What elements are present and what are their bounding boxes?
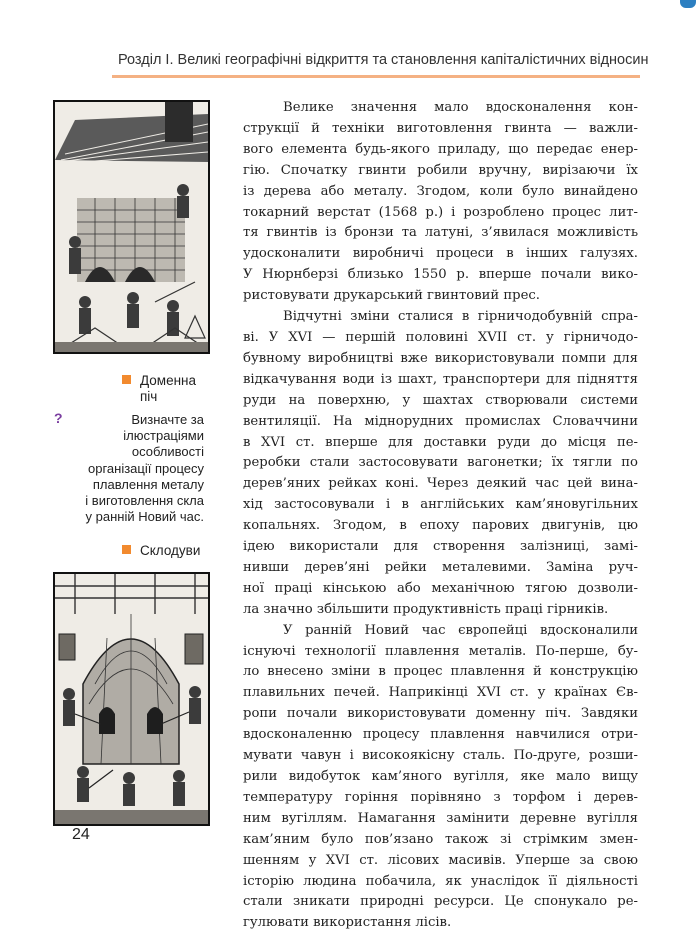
furnace-caption [122,373,204,405]
paragraph-line: ві. У XVI — першій половині XVII ст. у гірничодо- [243,329,638,345]
task-question [66,412,204,525]
paragraph-line: ної праці кінською або механічною тягою дозволи- [243,580,638,596]
paragraph-line: токарний верстат (1568 р.) і розроблено процес лит- [243,204,638,220]
paragraph-line: шенням у XVI ст. лісових масивів. Уперше за свою [243,852,638,868]
paragraph-line: із дерева або металу. Згодом, коли було винайдено [243,183,638,199]
bullet-square-icon [122,545,131,554]
chapter-header: Розділ І. Великі географічні відкриття та становлення капіталістичних відносин [118,52,649,68]
paragraph-line: гію. Спочатку гвинти робили вручну, вирізаючи їх [243,162,638,178]
paragraph-line: ла значно збільшити продуктивність праці гірників. [243,601,609,617]
task-line: особливості [131,444,204,460]
paragraph-line: відкачування води із шахт, транспортери для підняття [243,371,638,387]
paragraph-line: руди на поверхню, у шахтах створювали системи [243,392,638,408]
paragraph-line: бувному виробництві вже використовували помпи для [243,350,638,366]
furnace-engraving [53,100,210,354]
glassworks-caption-text: Склодуви [140,543,201,558]
paragraph-line: вого елемента будь-якого приладу, що передає енер- [243,141,638,157]
paragraph-line: дерев’яних рейках коні. Через деякий час цей вина- [243,476,638,492]
paragraph-line: У Нюрнберзі близько 1550 р. вперше почали вико- [243,267,638,283]
paragraph-line: ристовувати друкарський гвинтовий прес. [243,288,541,304]
task-line: Визначте за [131,412,204,427]
publisher-badge [680,0,696,8]
paragraph-line: Відчутні зміни сталися в гірничодобувній спра- [283,309,638,325]
paragraph-line: плавильних печей. Наприкінці XVI ст. у країнах Єв- [243,685,638,701]
paragraph-line: ним вугіллям. Намагання замінити деревне вугілля [243,810,638,826]
main-text [243,98,638,934]
paragraph-line: ло внесено зміни в процес плавлення й конструкцію [243,664,638,680]
paragraph-line: ідею використали для створення залізниці, замі- [243,539,638,555]
paragraph-line: хід застосовували і в англійських кам’яновугільних [243,497,638,513]
paragraph-line: мувати чавун і високоякісну сталь. По-друге, розши- [243,748,638,764]
paragraph-line: вдосконаленню процесу плавлення навчилися отри- [243,727,638,743]
paragraph-line: ропи почали використовувати доменну піч. Завдяки [243,706,638,722]
paragraph-line: струкції й техніки виготовлення гвинта — важли- [243,120,638,136]
paragraph-line: історію людина побачила, як унаслідок її діяльності [243,873,638,889]
paragraph-line: кам’яним було пов’язано також зі стрімким змен- [243,831,638,847]
furnace-caption-line1: Доменна [140,373,197,388]
page-number: 24 [72,826,90,843]
task-line: і виготовлення скла [85,493,204,509]
paragraph-line: тя гвинтів із бронзи та латуні, з’явилася можливість [243,225,638,241]
task-line: у ранній Новий час. [85,509,204,525]
task-line: ілюстраціями [123,428,204,444]
glassworks-caption [122,543,200,559]
paragraph-line: в XVI ст. вперше для доставки руди до місця пе- [243,434,638,450]
paragraph-line: температуру горіння порівняно з торфом і дерев- [243,789,638,805]
task-line: плавлення металу [92,476,204,492]
paragraph-line: рили видобуток кам’яного вугілля, яке мало вищу [243,769,638,784]
paragraph-line: копальнях. Згодом, в епоху парових двигунів, цю [243,518,638,534]
paragraph-line: удосконалити виробничі процеси в інших галузях. [243,246,638,262]
task-line: організації процесу [88,460,204,476]
header-rule [112,75,640,78]
furnace-engraving-art [55,102,208,352]
paragraph-line: гулювати використання лісів. [243,915,452,931]
glassworks-engraving [53,572,210,826]
paragraph-line: нивши дерев’яні рейки металевими. Заміна руч- [243,559,638,575]
paragraph-line: існуючі технології плавлення металів. По-перше, бу- [243,643,638,659]
question-icon: ? [54,410,63,426]
paragraph-line: Велике значення мало вдосконалення кон- [283,100,638,115]
paragraph-line: реробки стали застосовувати вагонетки; їх тягли по [243,455,638,471]
paragraph-line: У ранній Новий час європейці вдосконалили [283,622,638,638]
furnace-caption-line2: піч [140,389,158,404]
paragraph-line: стали зникати природні ресурси. Це спонукало ре- [243,894,638,910]
paragraph-line: вентиляції. На міднорудних промислах Словаччини [243,413,638,429]
glassworks-engraving-art [55,574,208,824]
bullet-square-icon [122,375,131,384]
